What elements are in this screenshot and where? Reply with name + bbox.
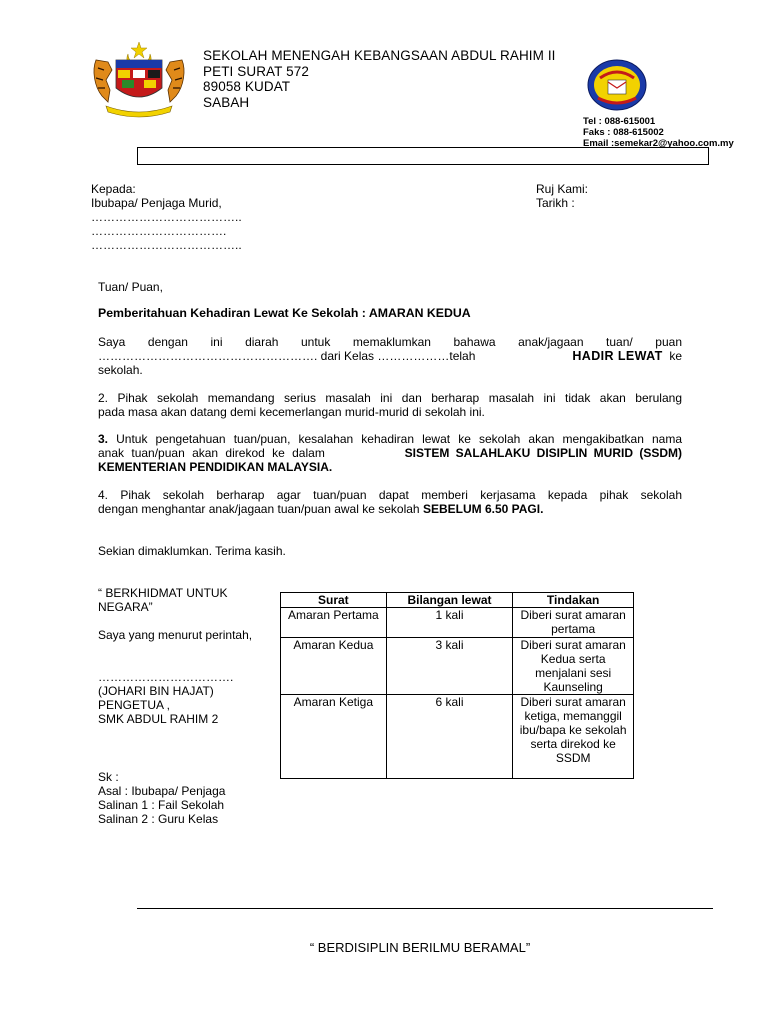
motto-line: NEGARA” [98,600,153,614]
address-blank: ……………………………….. [91,210,242,224]
address-blank: ……………………………….. [91,238,242,252]
table-cell: Amaran Kedua [281,638,387,695]
kepada-label: Kepada: [91,182,136,196]
warning-table [280,592,634,779]
table-cell: 6 kali [386,695,513,779]
address-line: PETI SURAT 572 [203,63,309,79]
deadline-text: SEBELUM 6.50 PAGI. [422,502,544,516]
fax-text: Faks : 088-615002 [583,127,664,138]
paragraph-3-number: 3. [98,432,109,446]
header-separator-box [137,147,709,165]
paragraph-4-line: dengan menghantar anak/jagaan tuan/puan awal ke sekolah [98,502,420,516]
principal-title: PENGETUA , [98,698,171,712]
copy-line: Salinan 1 : Fail Sekolah [98,798,225,812]
copy-line: Asal : Ibubapa/ Penjaga [98,784,226,798]
letter-subject: Pemberitahuan Kehadiran Lewat Ke Sekolah : AMARAN KEDUA [98,306,471,320]
table-row [281,638,634,695]
table-cell: Amaran Pertama [281,608,387,638]
column-header: Tindakan [513,593,634,608]
column-header: Bilangan lewat [386,593,513,608]
salutation: Tuan/ Puan, [98,280,163,294]
coat-of-arms-logo [88,40,190,118]
signature-line: ……………………………. [98,670,234,684]
reference-label: Ruj Kami: [536,182,589,196]
paragraph-3-line: Untuk pengetahuan tuan/puan, kesalahan kehadiran lewat ke sekolah akan mengakibatkan nama [108,432,682,446]
address-line: 89058 KUDAT [203,79,291,94]
footer-divider [137,908,713,909]
paragraph-4-line: 4. Pihak sekolah berharap agar tuan/puan dapat memberi kerjasama kepada pihak sekolah [98,488,682,502]
table-cell: Diberi surat amaran ketiga, memanggil ibu/bapa ke sekolah serta direkod ke SSDM [513,695,634,779]
copy-line: Salinan 2 : Guru Kelas [98,812,219,826]
closing-text: Sekian dimaklumkan. Terima kasih. [98,544,286,558]
motto-line: “ BERKHIDMAT UNTUK [98,586,228,600]
address-line: SABAH [203,94,250,110]
paragraph-1-word: ke [669,349,682,363]
paragraph-1-line: sekolah. [98,363,143,377]
table-row [281,695,634,779]
recipient-name: Ibubapa/ Penjaga Murid, [91,196,222,210]
table-cell: Diberi surat amaran pertama [513,608,634,638]
principal-school: SMK ABDUL RAHIM 2 [98,712,219,726]
ssdm-text: SISTEM SALAHLAKU DISIPLIN MURID (SSDM) [404,446,682,460]
paragraph-3-line: anak tuan/puan akan direkod ke dalam [98,446,325,460]
table-row [281,608,634,638]
ministry-text: KEMENTERIAN PENDIDIKAN MALAYSIA. [98,460,333,474]
date-label: Tarikh : [536,196,575,210]
tel-text: Tel : 088-615001 [583,116,656,127]
paragraph-1-line: ………………………………………………. dari Kelas ………………telah [98,349,476,363]
email-text: Email :semekar2@yahoo.com.my [583,138,734,149]
table-cell: 1 kali [386,608,513,638]
footer-motto: “ BERDISIPLIN BERILMU BERAMAL” [309,940,531,955]
table-cell: 3 kali [386,638,513,695]
sk-label: Sk : [98,770,119,784]
table-cell: Diberi surat amaran Kedua serta menjalani sesi Kaunseling [513,638,634,695]
paragraph-2-line: pada masa akan datang demi kecemerlangan murid-murid di sekolah ini. [98,405,485,419]
principal-name: (JOHARI BIN HAJAT) [98,684,214,698]
school-name: SEKOLAH MENENGAH KEBANGSAAN ABDUL RAHIM II [203,48,556,63]
address-blank: ……………………………. [91,224,227,238]
paragraph-1-line: Saya dengan ini diarah untuk memaklumkan bahawa anak/jagaan tuan/ puan [98,335,682,349]
paragraph-2-line: 2. Pihak sekolah memandang serius masalah ini dan berharap masalah ini tidak akan berulang [98,391,682,405]
column-header: Surat [281,593,387,608]
hadir-lewat-text: HADIR LEWAT [572,349,663,363]
school-badge-logo [586,58,648,112]
table-cell: Amaran Ketiga [281,695,387,779]
perintah-text: Saya yang menurut perintah, [98,628,253,642]
table-header-row [281,593,634,608]
